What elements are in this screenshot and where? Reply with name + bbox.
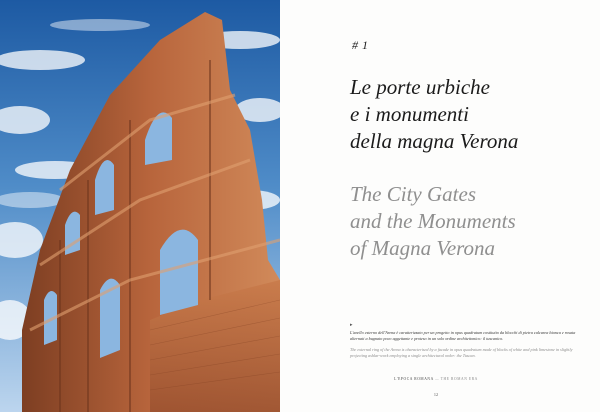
arena-image xyxy=(0,0,280,412)
title-it-line: e i monumenti xyxy=(350,102,469,126)
photo-caption xyxy=(350,323,586,359)
caption-italian: L'anello esterno dell'Arena è caratterizzato per un progetto in opus quadratum costituito da blocchi di pietra calcarea bianca e rosata alternati a bugnato poco aggettante e proteso in un solo ordine architettonico: il tuscanico. xyxy=(350,330,576,341)
running-head-italian: L'EPOCA ROMANA xyxy=(394,377,434,381)
page-number: 12 xyxy=(433,392,439,397)
chapter-title-english xyxy=(350,181,590,262)
title-en-line: of Magna Verona xyxy=(350,236,496,260)
title-en-line: The City Gates xyxy=(350,182,476,206)
arena-photo xyxy=(0,0,280,412)
chapter-number: # 1 xyxy=(352,38,369,52)
caption-marker-icon: ▸ xyxy=(350,323,353,328)
running-head-separator: — xyxy=(435,377,440,381)
text-page xyxy=(280,0,600,412)
title-it-line: Le porte urbiche xyxy=(350,75,490,99)
title-en-line: and the Monuments xyxy=(350,209,516,233)
chapter-title-italian xyxy=(350,74,590,155)
caption-english: The external ring of the Arena is characterised by a facade in opus quadratum made of blocks of white and pink limestone in slightly projecting ashlar-work employing a single architectural order: the Tuscan. xyxy=(350,347,573,358)
title-it-line: della magna Verona xyxy=(350,129,519,153)
running-head xyxy=(350,377,522,381)
running-head-english: THE ROMAN ERA xyxy=(440,377,478,381)
